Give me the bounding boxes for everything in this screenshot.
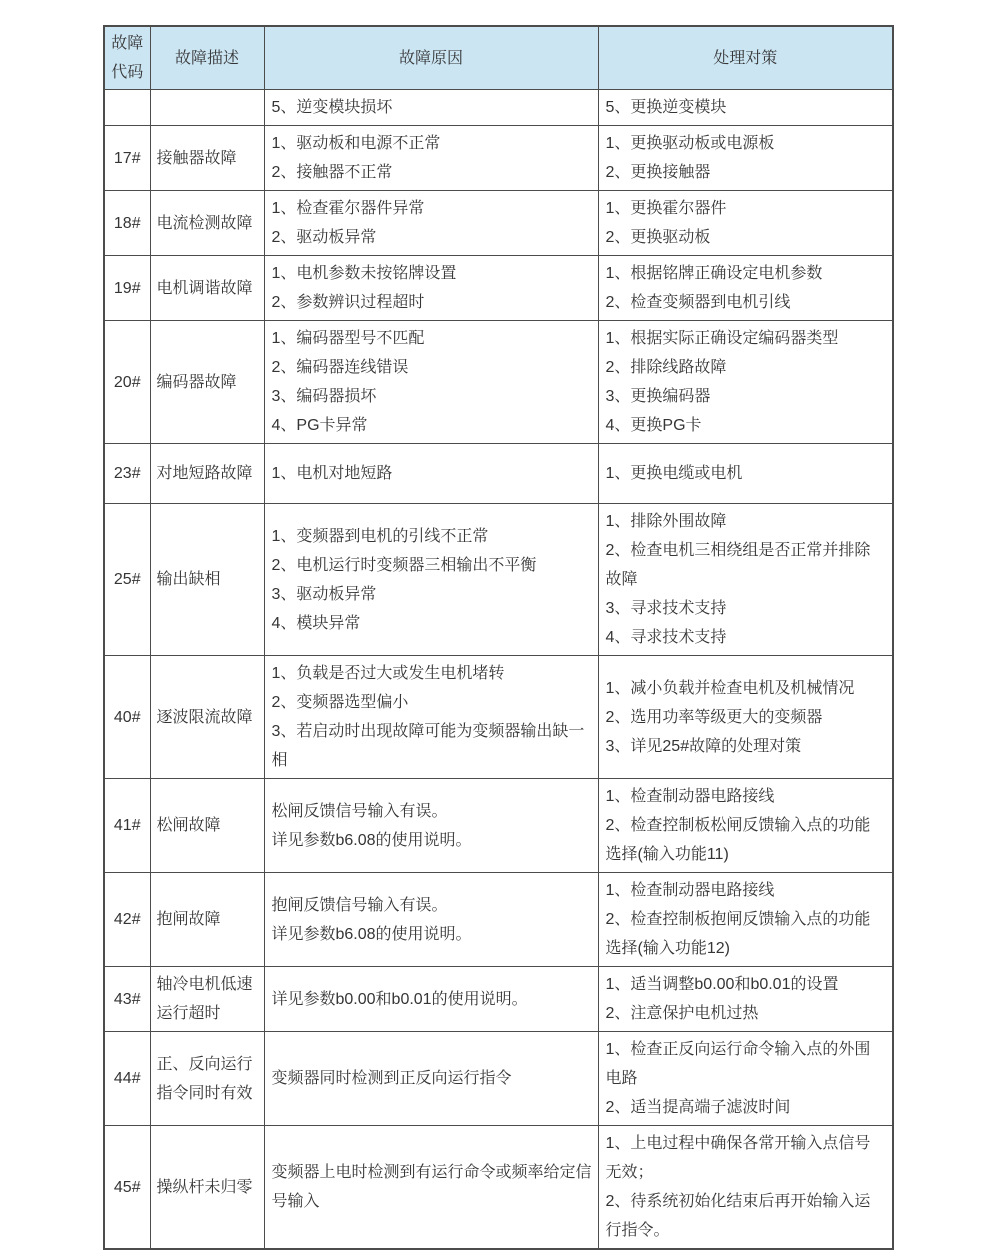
table-row bbox=[104, 873, 893, 967]
action-line: 1、检查制动器电路接线 bbox=[605, 882, 775, 899]
action-line: 3、寻求技术支持 bbox=[605, 600, 727, 617]
cause-line: 详见参数b6.08的使用说明。 bbox=[271, 925, 472, 943]
cause-line: 2、电机运行时变频器三相输出不平衡 bbox=[271, 556, 537, 574]
fault-code-cell: 42# bbox=[104, 873, 150, 967]
action-line: 3、更换编码器 bbox=[605, 388, 711, 405]
cause-line: 2、变频器选型偏小 bbox=[271, 694, 409, 711]
action-line: 2、检查控制板松闸反馈输入点的功能选择(输入功能11) bbox=[605, 817, 871, 863]
fault-cause-cell bbox=[264, 256, 598, 321]
fault-action-cell bbox=[598, 656, 893, 779]
fault-code-cell: 45# bbox=[104, 1126, 150, 1250]
fault-cause-cell bbox=[264, 90, 598, 126]
table-row bbox=[104, 1032, 893, 1126]
action-line: 1、检查制动器电路接线 bbox=[605, 788, 775, 805]
table-row bbox=[104, 779, 893, 873]
header-fault-description: 故障描述 bbox=[150, 26, 264, 90]
action-line: 2、检查电机三相绕组是否正常并排除故障 bbox=[605, 542, 871, 588]
fault-desc-cell: 操纵杆未归零 bbox=[150, 1126, 264, 1250]
action-line: 1、减小负载并检查电机及机械情况 bbox=[605, 679, 855, 697]
header-fault-action: 处理对策 bbox=[598, 26, 893, 90]
fault-code-table bbox=[103, 25, 894, 1250]
action-line: 1、更换电缆或电机 bbox=[605, 465, 743, 482]
cause-line: 抱闸反馈信号输入有误。 bbox=[271, 896, 448, 914]
fault-action-cell bbox=[598, 321, 893, 444]
action-line: 1、检查正反向运行命令输入点的外围电路 bbox=[605, 1041, 871, 1087]
table-row bbox=[104, 656, 893, 779]
cause-line: 详见参数b0.00和b0.01的使用说明。 bbox=[271, 990, 528, 1008]
table-row bbox=[104, 256, 893, 321]
action-line: 1、排除外围故障 bbox=[605, 513, 727, 530]
cause-line: 变频器同时检测到正反向运行指令 bbox=[271, 1070, 512, 1087]
cause-line: 详见参数b6.08的使用说明。 bbox=[271, 831, 472, 849]
action-line: 1、更换驱动板或电源板 bbox=[605, 135, 775, 152]
action-line: 2、检查变频器到电机引线 bbox=[605, 294, 791, 311]
table-row bbox=[104, 321, 893, 444]
action-line: 2、排除线路故障 bbox=[605, 359, 727, 376]
fault-action-cell bbox=[598, 873, 893, 967]
fault-cause-cell bbox=[264, 1032, 598, 1126]
header-fault-code: 故障代码 bbox=[104, 26, 150, 90]
fault-action-cell bbox=[598, 126, 893, 191]
table-row bbox=[104, 191, 893, 256]
fault-code-cell bbox=[104, 90, 150, 126]
action-line: 4、寻求技术支持 bbox=[605, 629, 727, 646]
cause-line: 2、编码器连线错误 bbox=[271, 359, 409, 376]
table-row bbox=[104, 1126, 893, 1250]
fault-action-cell bbox=[598, 779, 893, 873]
fault-code-cell: 20# bbox=[104, 321, 150, 444]
fault-desc-cell: 输出缺相 bbox=[150, 504, 264, 656]
fault-action-cell bbox=[598, 256, 893, 321]
cause-line: 松闸反馈信号输入有误。 bbox=[271, 802, 448, 820]
fault-code-cell: 41# bbox=[104, 779, 150, 873]
fault-desc-cell bbox=[150, 90, 264, 126]
table-row bbox=[104, 504, 893, 656]
table-row bbox=[104, 967, 893, 1032]
fault-action-cell bbox=[598, 1032, 893, 1126]
fault-table-body bbox=[104, 90, 893, 1250]
table-row bbox=[104, 90, 893, 126]
fault-desc-cell: 电机调谐故障 bbox=[150, 256, 264, 321]
fault-desc-cell: 轴冷电机低速运行超时 bbox=[150, 967, 264, 1032]
fault-code-cell: 44# bbox=[104, 1032, 150, 1126]
cause-line: 1、驱动板和电源不正常 bbox=[271, 135, 441, 152]
cause-line: 3、若启动时出现故障可能为变频器输出缺一相 bbox=[271, 723, 585, 769]
fault-action-cell bbox=[598, 191, 893, 256]
fault-cause-cell bbox=[264, 504, 598, 656]
fault-cause-cell bbox=[264, 967, 598, 1032]
cause-line: 4、PG卡异常 bbox=[271, 417, 368, 434]
header-row bbox=[104, 26, 893, 90]
fault-code-cell: 19# bbox=[104, 256, 150, 321]
action-line: 1、上电过程中确保各常开输入点信号无效； bbox=[605, 1135, 871, 1181]
action-line: 2、更换接触器 bbox=[605, 164, 711, 181]
cause-line: 3、编码器损坏 bbox=[271, 388, 377, 405]
fault-desc-cell: 接触器故障 bbox=[150, 126, 264, 191]
fault-action-cell bbox=[598, 504, 893, 656]
fault-action-cell bbox=[598, 1126, 893, 1250]
fault-cause-cell bbox=[264, 126, 598, 191]
cause-line: 1、电机参数未按铭牌设置 bbox=[271, 265, 457, 282]
action-line: 1、根据实际正确设定编码器类型 bbox=[605, 330, 839, 347]
cause-line: 2、接触器不正常 bbox=[271, 164, 393, 181]
action-line: 2、适当提高端子滤波时间 bbox=[605, 1099, 791, 1116]
fault-desc-cell: 松闸故障 bbox=[150, 779, 264, 873]
table-row bbox=[104, 444, 893, 504]
fault-desc-cell: 逐波限流故障 bbox=[150, 656, 264, 779]
fault-cause-cell bbox=[264, 321, 598, 444]
fault-desc-cell: 电流检测故障 bbox=[150, 191, 264, 256]
cause-line: 2、参数辨识过程超时 bbox=[271, 294, 425, 311]
cause-line: 4、模块异常 bbox=[271, 614, 361, 632]
fault-code-cell: 17# bbox=[104, 126, 150, 191]
fault-action-cell bbox=[598, 967, 893, 1032]
action-line: 2、注意保护电机过热 bbox=[605, 1005, 759, 1022]
action-line: 3、详见25#故障的处理对策 bbox=[605, 737, 802, 755]
cause-line: 3、驱动板异常 bbox=[271, 585, 377, 603]
cause-line: 5、逆变模块损坏 bbox=[271, 99, 393, 116]
fault-desc-cell: 抱闸故障 bbox=[150, 873, 264, 967]
cause-line: 变频器上电时检测到有运行命令或频率给定信号输入 bbox=[271, 1164, 592, 1210]
action-line: 2、待系统初始化结束后再开始输入运行指令。 bbox=[605, 1193, 871, 1239]
fault-desc-cell: 编码器故障 bbox=[150, 321, 264, 444]
cause-line: 1、编码器型号不匹配 bbox=[271, 330, 425, 347]
fault-action-cell bbox=[598, 90, 893, 126]
header-fault-cause: 故障原因 bbox=[264, 26, 598, 90]
action-line: 5、更换逆变模块 bbox=[605, 99, 727, 116]
cause-line: 1、负载是否过大或发生电机堵转 bbox=[271, 665, 505, 682]
fault-code-cell: 40# bbox=[104, 656, 150, 779]
action-line: 2、检查控制板抱闸反馈输入点的功能选择(输入功能12) bbox=[605, 911, 871, 957]
fault-cause-cell bbox=[264, 779, 598, 873]
action-line: 1、适当调整b0.00和b0.01的设置 bbox=[605, 976, 839, 993]
fault-desc-cell: 对地短路故障 bbox=[150, 444, 264, 504]
cause-line: 1、检查霍尔器件异常 bbox=[271, 200, 425, 217]
fault-cause-cell bbox=[264, 656, 598, 779]
cause-line: 1、变频器到电机的引线不正常 bbox=[271, 527, 489, 545]
fault-cause-cell bbox=[264, 444, 598, 504]
fault-code-cell: 43# bbox=[104, 967, 150, 1032]
action-line: 1、更换霍尔器件 bbox=[605, 200, 727, 217]
cause-line: 2、驱动板异常 bbox=[271, 229, 377, 246]
fault-code-cell: 18# bbox=[104, 191, 150, 256]
cause-line: 1、电机对地短路 bbox=[271, 465, 393, 482]
table-row bbox=[104, 126, 893, 191]
fault-action-cell bbox=[598, 444, 893, 504]
fault-desc-cell: 正、反向运行指令同时有效 bbox=[150, 1032, 264, 1126]
fault-code-cell: 23# bbox=[104, 444, 150, 504]
action-line: 2、选用功率等级更大的变频器 bbox=[605, 708, 823, 726]
fault-cause-cell bbox=[264, 1126, 598, 1250]
fault-code-cell: 25# bbox=[104, 504, 150, 656]
action-line: 2、更换驱动板 bbox=[605, 229, 711, 246]
action-line: 4、更换PG卡 bbox=[605, 417, 702, 434]
action-line: 1、根据铭牌正确设定电机参数 bbox=[605, 265, 823, 282]
fault-cause-cell bbox=[264, 191, 598, 256]
fault-cause-cell bbox=[264, 873, 598, 967]
